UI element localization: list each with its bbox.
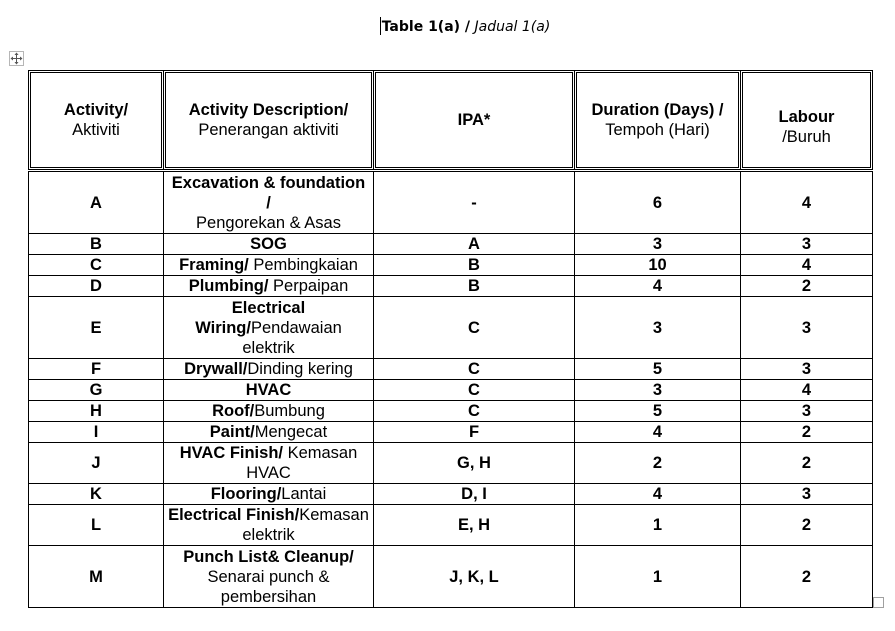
cell-description bbox=[164, 401, 374, 422]
cell-labour: 3 bbox=[741, 297, 873, 359]
desc-normal: Lantai bbox=[281, 484, 327, 503]
cell-duration: 4 bbox=[575, 422, 741, 443]
text-cursor bbox=[380, 17, 381, 35]
table-row bbox=[29, 171, 873, 234]
activity-table bbox=[28, 70, 873, 608]
desc-normal: Senarai punch & pembersihan bbox=[207, 567, 330, 606]
header-duration-en: Duration (Days) / bbox=[591, 101, 724, 119]
desc-bold: Paint/ bbox=[209, 422, 255, 441]
table-row bbox=[29, 276, 873, 297]
header-labour bbox=[741, 71, 873, 171]
cell-duration: 5 bbox=[575, 401, 741, 422]
desc-bold: Drywall/ bbox=[184, 359, 248, 378]
cell-duration: 5 bbox=[575, 359, 741, 380]
header-activity bbox=[29, 71, 164, 171]
cell-duration: 1 bbox=[575, 505, 741, 546]
caption-italic: Jadual 1(a) bbox=[474, 19, 551, 35]
cell-description bbox=[164, 297, 374, 359]
cell-ipa: A bbox=[374, 234, 575, 255]
desc-normal: Perpaipan bbox=[268, 276, 349, 295]
cell-labour: 4 bbox=[741, 380, 873, 401]
cell-labour: 3 bbox=[741, 234, 873, 255]
desc-bold: HVAC bbox=[245, 380, 292, 399]
cell-labour: 2 bbox=[741, 422, 873, 443]
cell-labour: 2 bbox=[741, 505, 873, 546]
desc-bold: Roof/ bbox=[212, 401, 255, 420]
cell-ipa: B bbox=[374, 255, 575, 276]
cell-description bbox=[164, 276, 374, 297]
header-duration bbox=[575, 71, 741, 171]
desc-normal: Pembingkaian bbox=[248, 255, 358, 274]
header-description bbox=[164, 71, 374, 171]
cell-duration: 4 bbox=[575, 484, 741, 505]
cell-labour: 2 bbox=[741, 276, 873, 297]
header-row bbox=[29, 71, 873, 171]
cell-ipa: F bbox=[374, 422, 575, 443]
cell-duration: 3 bbox=[575, 234, 741, 255]
table-row bbox=[29, 380, 873, 401]
header-desc-ms: Penerangan aktiviti bbox=[198, 121, 339, 139]
cell-activity: J bbox=[29, 443, 164, 484]
header-duration-ms: Tempoh (Hari) bbox=[605, 121, 710, 139]
cell-labour: 3 bbox=[741, 359, 873, 380]
cell-labour: 3 bbox=[741, 401, 873, 422]
cell-activity: M bbox=[29, 546, 164, 608]
table-row bbox=[29, 505, 873, 546]
desc-bold: SOG bbox=[250, 234, 287, 253]
cell-activity: L bbox=[29, 505, 164, 546]
cell-ipa: C bbox=[374, 359, 575, 380]
header-activity-en: Activity/ bbox=[63, 101, 129, 119]
cell-labour: 2 bbox=[741, 546, 873, 608]
cell-activity: F bbox=[29, 359, 164, 380]
desc-bold: Plumbing/ bbox=[188, 276, 269, 295]
table-row bbox=[29, 297, 873, 359]
cell-activity: A bbox=[29, 171, 164, 234]
cell-description bbox=[164, 234, 374, 255]
cell-ipa: B bbox=[374, 276, 575, 297]
cell-activity: H bbox=[29, 401, 164, 422]
cell-labour: 4 bbox=[741, 171, 873, 234]
table-row bbox=[29, 255, 873, 276]
cell-description bbox=[164, 484, 374, 505]
table-row bbox=[29, 546, 873, 608]
cell-ipa: C bbox=[374, 380, 575, 401]
desc-bold: Punch List& Cleanup/ bbox=[183, 547, 354, 566]
desc-normal: Mengecat bbox=[254, 422, 328, 441]
desc-normal: Kemasan elektrik bbox=[242, 506, 369, 544]
caption-bold: Table 1(a) / bbox=[381, 19, 471, 35]
cell-ipa: C bbox=[374, 297, 575, 359]
cell-ipa: E, H bbox=[374, 505, 575, 546]
table-move-handle-icon[interactable] bbox=[9, 51, 24, 66]
desc-normal: Pendawaian elektrik bbox=[242, 318, 342, 357]
cell-description bbox=[164, 171, 374, 234]
cell-labour: 2 bbox=[741, 443, 873, 484]
cell-labour: 3 bbox=[741, 484, 873, 505]
cell-duration: 4 bbox=[575, 276, 741, 297]
table-row bbox=[29, 234, 873, 255]
table-row bbox=[29, 443, 873, 484]
desc-normal: Pengorekan & Asas bbox=[196, 213, 341, 232]
cell-ipa: D, I bbox=[374, 484, 575, 505]
cell-ipa: - bbox=[374, 171, 575, 234]
cell-description bbox=[164, 255, 374, 276]
cell-activity: G bbox=[29, 380, 164, 401]
table-caption bbox=[0, 17, 895, 37]
cell-description bbox=[164, 443, 374, 484]
header-ipa-label: IPA* bbox=[457, 111, 491, 129]
cell-activity: D bbox=[29, 276, 164, 297]
cell-labour: 4 bbox=[741, 255, 873, 276]
header-activity-ms: Aktiviti bbox=[72, 121, 120, 139]
cell-activity: E bbox=[29, 297, 164, 359]
table-row bbox=[29, 359, 873, 380]
cell-activity: B bbox=[29, 234, 164, 255]
cell-activity: C bbox=[29, 255, 164, 276]
desc-bold: Electrical Wiring/ bbox=[195, 298, 306, 337]
desc-bold: Electrical Finish/ bbox=[168, 506, 300, 524]
cell-ipa: J, K, L bbox=[374, 546, 575, 608]
header-ipa bbox=[374, 71, 575, 171]
desc-bold: HVAC Finish/ bbox=[179, 444, 283, 462]
cell-description bbox=[164, 359, 374, 380]
header-labour-ms: /Buruh bbox=[782, 128, 831, 146]
cell-ipa: C bbox=[374, 401, 575, 422]
table-row bbox=[29, 401, 873, 422]
cell-duration: 1 bbox=[575, 546, 741, 608]
cell-ipa: G, H bbox=[374, 443, 575, 484]
desc-normal: Dinding kering bbox=[247, 359, 353, 378]
table-row bbox=[29, 422, 873, 443]
cell-description bbox=[164, 422, 374, 443]
desc-bold: Flooring/ bbox=[210, 484, 282, 503]
header-desc-en: Activity Description/ bbox=[188, 101, 349, 119]
cell-description bbox=[164, 380, 374, 401]
cell-description bbox=[164, 505, 374, 546]
cell-activity: I bbox=[29, 422, 164, 443]
cell-duration: 3 bbox=[575, 380, 741, 401]
desc-bold: Excavation & foundation / bbox=[171, 173, 366, 212]
cell-duration: 6 bbox=[575, 171, 741, 234]
desc-normal: Bumbung bbox=[254, 401, 325, 420]
cell-duration: 10 bbox=[575, 255, 741, 276]
desc-bold: Framing/ bbox=[179, 255, 249, 274]
cell-description bbox=[164, 546, 374, 608]
cell-duration: 2 bbox=[575, 443, 741, 484]
table-row bbox=[29, 484, 873, 505]
table-resize-handle[interactable] bbox=[873, 597, 884, 608]
cell-activity: K bbox=[29, 484, 164, 505]
desc-normal: Kemasan HVAC bbox=[246, 444, 358, 482]
cell-duration: 3 bbox=[575, 297, 741, 359]
header-labour-en: Labour bbox=[778, 108, 835, 126]
